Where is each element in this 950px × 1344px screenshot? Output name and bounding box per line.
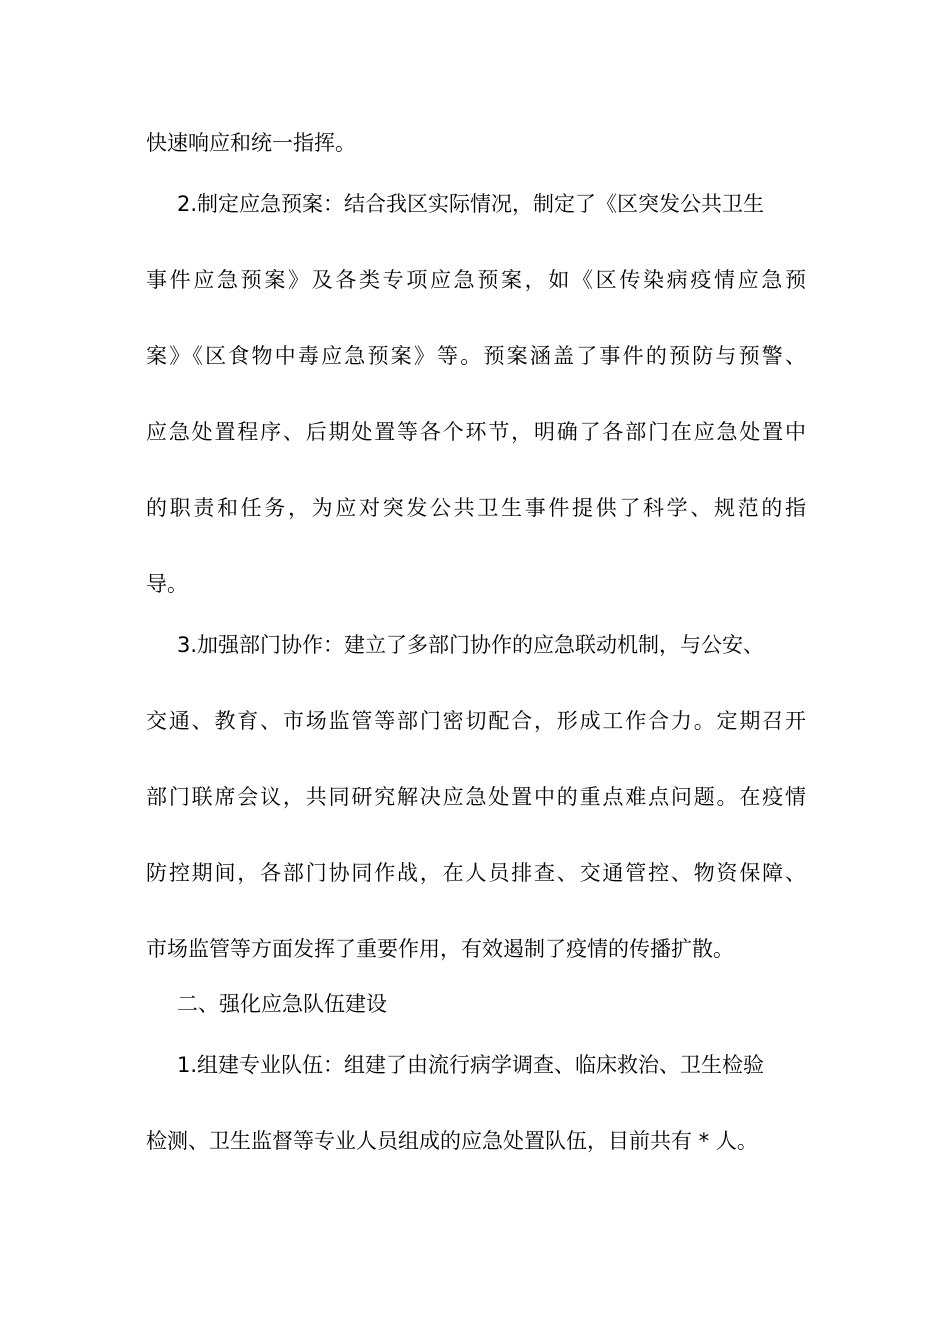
paragraph-line: 市场监管等方面发挥了重要作用，有效遏制了疫情的传播扩散。 <box>146 937 734 961</box>
paragraph-line: 部门联席会议，共同研究解决应急处置中的重点难点问题。在疫情 <box>146 785 806 809</box>
paragraph-line: 防控期间，各部门协同作战，在人员排查、交通管控、物资保障、 <box>146 861 806 885</box>
paragraph-line: 快速响应和统一指挥。 <box>146 131 356 155</box>
paragraph-line: 的职责和任务，为应对突发公共卫生事件提供了科学、规范的指 <box>146 496 806 520</box>
paragraph-line: 事件应急预案》及各类专项应急预案，如《区传染病疫情应急预 <box>146 268 806 292</box>
paragraph-line: 3.加强部门协作：建立了多部门协作的应急联动机制，与公安、 <box>177 633 765 657</box>
paragraph-line: 案》《区食物中毒应急预案》等。预案涵盖了事件的预防与预警、 <box>146 344 806 368</box>
paragraph-line: 交通、教育、市场监管等部门密切配合，形成工作合力。定期召开 <box>146 709 806 733</box>
paragraph-line: 2.制定应急预案：结合我区实际情况，制定了《区突发公共卫生 <box>177 192 765 216</box>
section-heading: 二、强化应急队伍建设 <box>177 992 387 1016</box>
paragraph-line: 导。 <box>146 572 188 596</box>
paragraph-line: 应急处置程序、后期处置等各个环节，明确了各部门在应急处置中 <box>146 420 806 444</box>
paragraph-line: 1.组建专业队伍：组建了由流行病学调查、临床救治、卫生检验 <box>177 1053 765 1077</box>
paragraph-line: 检测、卫生监督等专业人员组成的应急处置队伍，目前共有 * 人。 <box>146 1129 758 1153</box>
